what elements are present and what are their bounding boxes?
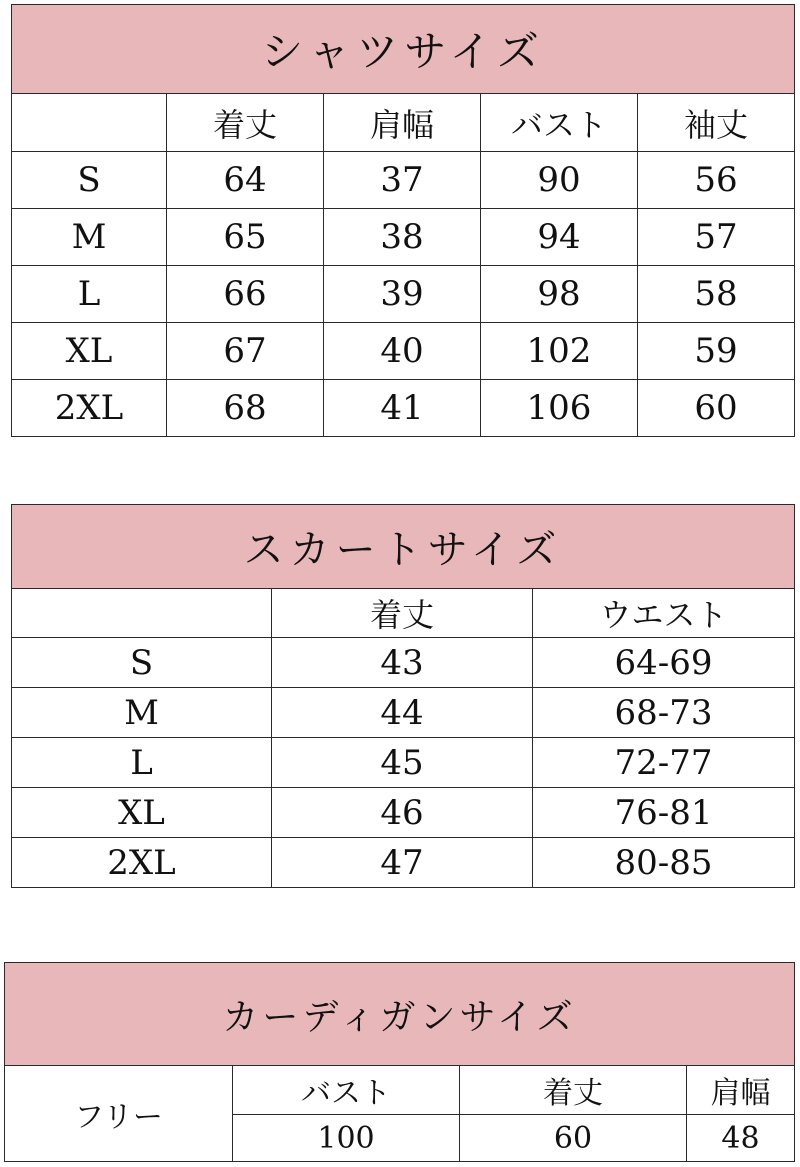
size-label: M [12, 688, 272, 738]
table-cell: 106 [481, 380, 638, 437]
table-cell: 65 [167, 209, 324, 266]
table-row [12, 323, 795, 380]
size-label: 2XL [12, 838, 272, 888]
size-label: フリー [5, 1066, 233, 1162]
header-length: 着丈 [167, 94, 324, 152]
size-label: 2XL [12, 380, 167, 437]
table-cell: 47 [272, 838, 533, 888]
table-cell: 37 [324, 152, 481, 209]
skirt-table-title: スカートサイズ [12, 505, 795, 589]
table-cell: 102 [481, 323, 638, 380]
table-row [12, 380, 795, 437]
table-row [12, 788, 795, 838]
table-cell: 98 [481, 266, 638, 323]
size-label: XL [12, 788, 272, 838]
size-label: S [12, 152, 167, 209]
table-cell: 45 [272, 738, 533, 788]
table-cell: 76-81 [533, 788, 795, 838]
header-waist: ウエスト [533, 589, 795, 638]
table-cell: 41 [324, 380, 481, 437]
size-label: M [12, 209, 167, 266]
table-row [12, 209, 795, 266]
table-cell: 48 [687, 1115, 795, 1162]
table-row [12, 266, 795, 323]
table-cell: 46 [272, 788, 533, 838]
table-row [12, 838, 795, 888]
size-label: L [12, 266, 167, 323]
header-cell-empty [12, 589, 272, 638]
header-cell-empty [12, 94, 167, 152]
table-cell: 57 [638, 209, 795, 266]
table-row [12, 152, 795, 209]
table-row [12, 738, 795, 788]
table-cell: 38 [324, 209, 481, 266]
table-cell: 39 [324, 266, 481, 323]
table-cell: 94 [481, 209, 638, 266]
skirt-size-table [11, 504, 795, 888]
table-cell: 43 [272, 638, 533, 688]
table-cell: 72-77 [533, 738, 795, 788]
shirt-size-table [11, 4, 795, 437]
table-cell: 44 [272, 688, 533, 738]
table-cell: 90 [481, 152, 638, 209]
cardigan-table-title: カーディガンサイズ [5, 963, 795, 1066]
table-cell: 68-73 [533, 688, 795, 738]
table-cell: 64 [167, 152, 324, 209]
table-cell: 67 [167, 323, 324, 380]
table-cell: 64-69 [533, 638, 795, 688]
header-shoulder: 肩幅 [687, 1066, 795, 1115]
header-length: 着丈 [272, 589, 533, 638]
table-row [12, 688, 795, 738]
table-cell: 60 [638, 380, 795, 437]
cardigan-size-table [4, 962, 795, 1162]
header-bust: バスト [481, 94, 638, 152]
header-bust: バスト [233, 1066, 460, 1115]
size-label: S [12, 638, 272, 688]
table-cell: 58 [638, 266, 795, 323]
table-cell: 66 [167, 266, 324, 323]
size-label: L [12, 738, 272, 788]
shirt-table-title: シャツサイズ [12, 5, 795, 94]
header-sleeve: 袖丈 [638, 94, 795, 152]
header-shoulder: 肩幅 [324, 94, 481, 152]
header-length: 着丈 [460, 1066, 687, 1115]
size-label: XL [12, 323, 167, 380]
table-cell: 60 [460, 1115, 687, 1162]
table-cell: 40 [324, 323, 481, 380]
table-cell: 80-85 [533, 838, 795, 888]
table-cell: 100 [233, 1115, 460, 1162]
table-cell: 59 [638, 323, 795, 380]
table-cell: 68 [167, 380, 324, 437]
table-cell: 56 [638, 152, 795, 209]
table-row [12, 638, 795, 688]
